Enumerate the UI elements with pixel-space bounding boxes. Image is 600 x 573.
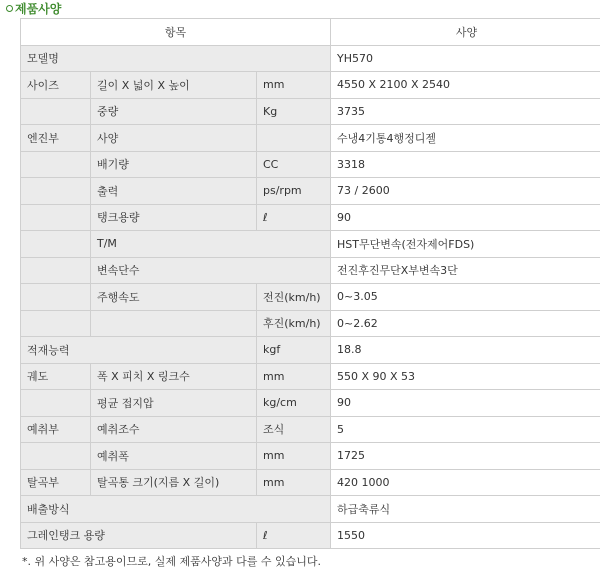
row-value: 550 X 90 X 53: [331, 363, 600, 390]
row-unit: kg/cm: [257, 390, 331, 417]
table-row: [21, 178, 600, 205]
row-value: YH570: [331, 45, 600, 72]
row-label: 그레인탱크 용량: [21, 522, 257, 549]
row-category: 사이즈: [21, 72, 91, 99]
row-item: 평균 접지압: [91, 390, 257, 417]
table-row: [21, 231, 600, 258]
row-item: [91, 310, 257, 337]
table-row: [21, 363, 600, 390]
row-value: 5: [331, 416, 600, 443]
row-item: T/M: [91, 231, 331, 258]
row-unit: 후진(km/h): [257, 310, 331, 337]
row-value: 수냉4기통4행정디젤: [331, 125, 600, 152]
table-header-row: [21, 19, 600, 46]
row-category: [21, 204, 91, 231]
row-category: 탈곡부: [21, 469, 91, 496]
row-unit: ℓ: [257, 204, 331, 231]
row-item: 배기량: [91, 151, 257, 178]
row-item: 주행속도: [91, 284, 257, 311]
table-row: [21, 310, 600, 337]
row-item: 중량: [91, 98, 257, 125]
row-item: 탈곡통 크기(지름 X 길이): [91, 469, 257, 496]
row-item: 예취폭: [91, 443, 257, 470]
row-value: 3318: [331, 151, 600, 178]
row-unit: kgf: [257, 337, 331, 364]
row-value: 4550 X 2100 X 2540: [331, 72, 600, 99]
row-value: 1550: [331, 522, 600, 549]
row-unit: mm: [257, 72, 331, 99]
row-category: 궤도: [21, 363, 91, 390]
row-value: 하급축류식: [331, 496, 600, 523]
row-category: 엔진부: [21, 125, 91, 152]
row-value: 420 1000: [331, 469, 600, 496]
row-unit: mm: [257, 443, 331, 470]
header-spec: 사양: [331, 19, 600, 46]
row-value: 1725: [331, 443, 600, 470]
row-value: 90: [331, 204, 600, 231]
row-category: [21, 390, 91, 417]
row-unit: Kg: [257, 98, 331, 125]
table-row: [21, 496, 600, 523]
row-category: [21, 310, 91, 337]
table-row: [21, 469, 600, 496]
row-value: 3735: [331, 98, 600, 125]
row-category: [21, 443, 91, 470]
row-value: 전진후진무단X부변속3단: [331, 257, 600, 284]
row-category: [21, 257, 91, 284]
table-row: [21, 98, 600, 125]
table-row: [21, 416, 600, 443]
row-value: HST무단변속(전자제어FDS): [331, 231, 600, 258]
row-value: 0~2.62: [331, 310, 600, 337]
row-item: 탱크용량: [91, 204, 257, 231]
table-row: [21, 284, 600, 311]
row-label: 적재능력: [21, 337, 257, 364]
row-item: 출력: [91, 178, 257, 205]
table-row: [21, 443, 600, 470]
table-row: [21, 45, 600, 72]
table-row: [21, 522, 600, 549]
row-label: 모델명: [21, 45, 331, 72]
row-item: 길이 X 넓이 X 높이: [91, 72, 257, 99]
row-item: 사양: [91, 125, 257, 152]
row-unit: mm: [257, 363, 331, 390]
disclaimer-note: *. 위 사양은 참고용이므로, 실제 제품사양과 다를 수 있습니다.: [22, 555, 321, 568]
row-item: 예취조수: [91, 416, 257, 443]
row-unit: mm: [257, 469, 331, 496]
row-category: [21, 98, 91, 125]
row-value: 0~3.05: [331, 284, 600, 311]
row-label: 배출방식: [21, 496, 331, 523]
table-row: [21, 125, 600, 152]
row-value: 73 / 2600: [331, 178, 600, 205]
table-row: [21, 337, 600, 364]
row-category: 예취부: [21, 416, 91, 443]
row-category: [21, 231, 91, 258]
table-row: [21, 390, 600, 417]
row-unit: [257, 125, 331, 152]
row-unit: CC: [257, 151, 331, 178]
row-item: 변속단수: [91, 257, 331, 284]
row-unit: ps/rpm: [257, 178, 331, 205]
row-category: [21, 284, 91, 311]
table-row: [21, 204, 600, 231]
row-item: 폭 X 피치 X 링크수: [91, 363, 257, 390]
row-unit: 전진(km/h): [257, 284, 331, 311]
table-row: [21, 151, 600, 178]
row-category: [21, 151, 91, 178]
table-row: [21, 72, 600, 99]
table-row: [21, 257, 600, 284]
row-unit: 조식: [257, 416, 331, 443]
bullet-icon: [6, 5, 13, 12]
row-value: 18.8: [331, 337, 600, 364]
row-value: 90: [331, 390, 600, 417]
section-title: 제품사양: [6, 1, 61, 17]
header-item: 항목: [21, 19, 331, 46]
spec-table: [20, 18, 600, 549]
row-category: [21, 178, 91, 205]
row-unit: ℓ: [257, 522, 331, 549]
